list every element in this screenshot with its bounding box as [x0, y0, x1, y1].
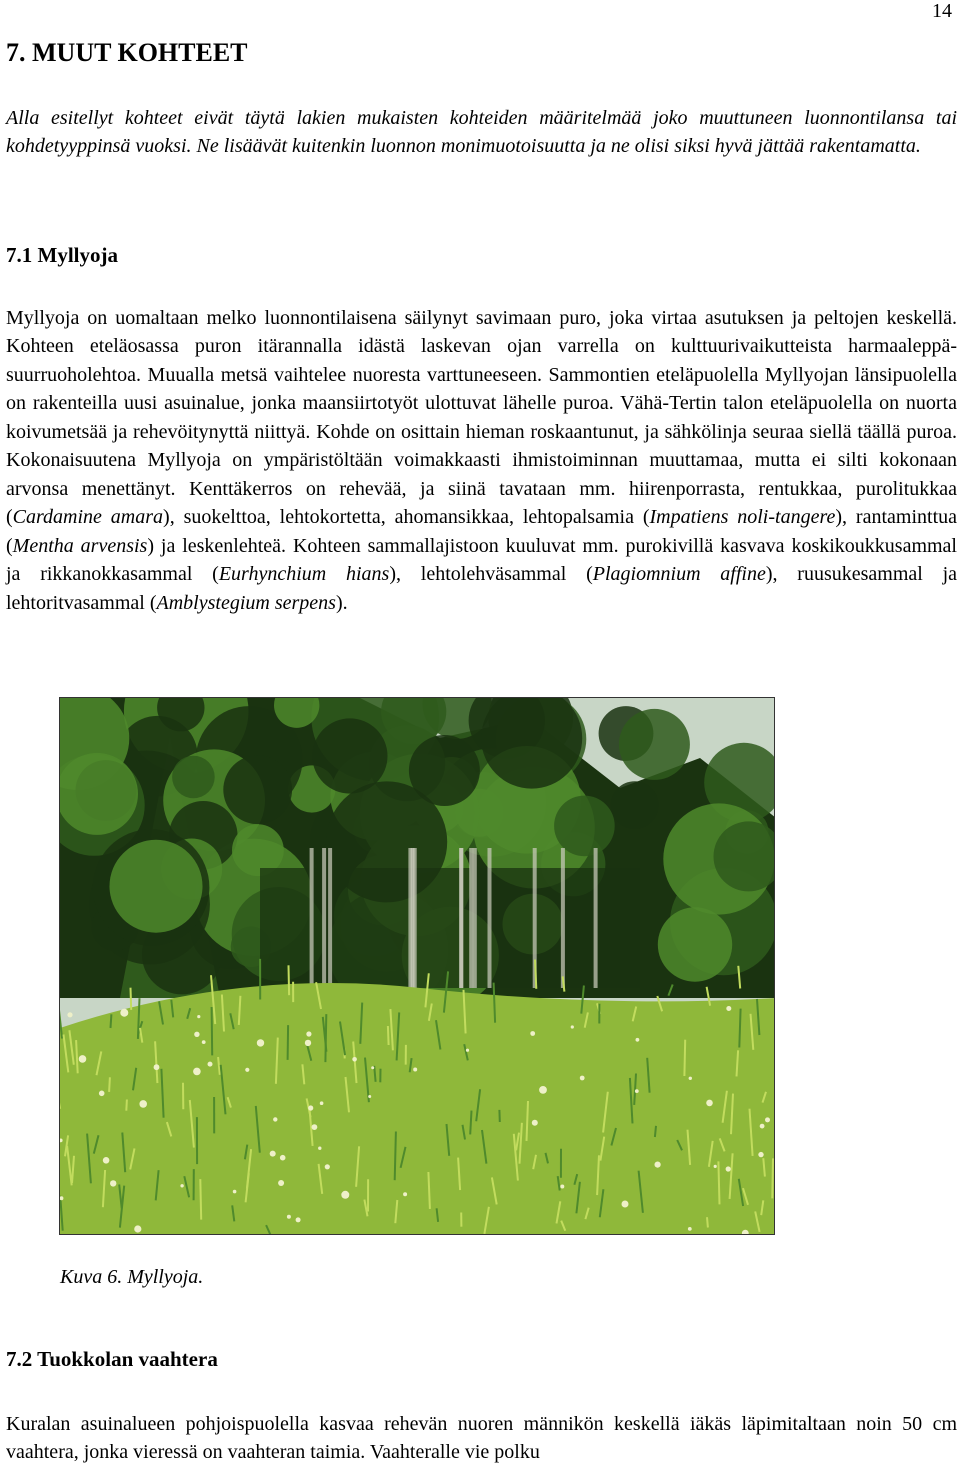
meadow-flower: [197, 1015, 200, 1018]
meadow-flower: [726, 1006, 731, 1011]
body-text-run: ) ja leskenlehteä. Kohteen sammallajistoon kuuluvat mm. purokivillä kasvava koskikoukkusammal ja rikkanokkasammal (: [6, 535, 957, 585]
birch-trunk: [322, 848, 326, 988]
section-body-vaahtera: Kuralan asuinalueen pohjoispuolella kasvaa rehevän nuoren männikön keskellä iäkäs läpimitaltaan noin 50 cm vaahtera, jonka vieressä on vaahteran taimia. Vaahteralle vie polku: [6, 1410, 957, 1467]
meadow-flower: [758, 1152, 763, 1157]
meadow-flower: [368, 1095, 371, 1098]
body-text-run: ).: [336, 592, 348, 614]
meadow-flower: [120, 1009, 128, 1017]
meadow-flower: [79, 1055, 87, 1063]
grass-stem: [395, 1132, 396, 1181]
tree-canopy: [611, 781, 659, 829]
meadow-flower: [233, 1190, 237, 1194]
meadow-flower: [180, 1184, 183, 1187]
meadow-flower: [341, 1191, 349, 1199]
grass-stem: [374, 1066, 375, 1082]
meadow-flower: [67, 1012, 72, 1017]
meadow-flower: [202, 1040, 206, 1044]
birch-trunk: [310, 848, 314, 988]
meadow-flower: [110, 1180, 116, 1186]
body-text-run: ), ruusukesammal ja lehtoritvasammal (: [6, 563, 957, 613]
body-text-run: ), suokelttoa, lehtokortetta, ahomansikkaa, lehtopalsamia (: [163, 506, 649, 528]
meadow-flower: [726, 1166, 731, 1171]
chapter-heading: 7. MUUT KOHTEET: [6, 38, 248, 68]
tree-canopy: [312, 718, 387, 793]
birch-trunk: [488, 848, 492, 988]
section-body-myllyoja: [6, 304, 957, 617]
meadow-flower: [134, 1225, 141, 1232]
meadow-flower: [273, 1117, 277, 1121]
meadow-flower: [270, 1151, 276, 1157]
meadow-flower: [305, 1040, 311, 1046]
meadow-flower: [99, 1091, 105, 1097]
birch-trunk: [469, 848, 473, 988]
grass-stem: [288, 1025, 289, 1060]
meadow-flower: [539, 1086, 547, 1094]
page-number: 14: [932, 0, 952, 23]
species-name: Cardamine amara: [13, 506, 163, 528]
tree-canopy: [110, 840, 203, 933]
tree-canopy: [409, 735, 480, 806]
body-text-run: ), lehtolehväsammal (: [389, 563, 592, 585]
meadow-flower: [560, 1185, 564, 1189]
meadow-flower: [635, 1089, 639, 1093]
grass-stem: [109, 1077, 110, 1092]
meadow-flower: [318, 1147, 321, 1150]
meadow-flower: [257, 1039, 264, 1046]
meadow-flower: [760, 1124, 765, 1129]
grass-stem: [200, 1179, 201, 1220]
meadow-flower: [706, 1100, 713, 1107]
species-name: Amblystegium serpens: [157, 592, 336, 614]
meadow-flower: [308, 1105, 313, 1110]
tree-canopy: [619, 709, 690, 780]
section-heading-vaahtera: 7.2 Tuokkolan vaahtera: [6, 1347, 218, 1372]
grass-stem: [470, 1111, 471, 1135]
grass-stem: [707, 1217, 708, 1227]
meadow-flower: [139, 1100, 147, 1108]
species-name: Impatiens noli-tangere: [650, 506, 836, 528]
meadow-flower: [655, 1162, 661, 1168]
meadow-flower: [466, 1049, 469, 1052]
grass-stem: [655, 1126, 656, 1137]
meadow-flower: [532, 1120, 538, 1126]
intro-paragraph: Alla esitellyt kohteet eivät täytä lakien mukaisten kohteiden määritelmää joko muuttuneen luonnontilansa tai kohdetyyppinsä vuoksi. Ne lisäävät kuitenkin luonnon monimuotoisuutta ja ne olisi siksi hyvä jättää rakentamatta.: [6, 104, 957, 161]
meadow-flower: [193, 1068, 201, 1076]
meadow-flower: [325, 1164, 330, 1169]
meadow-flower: [320, 1101, 324, 1105]
birch-trunk: [459, 848, 463, 988]
tree-canopy: [658, 907, 732, 981]
birch-trunk: [473, 848, 477, 988]
photo-myllyoja: [59, 697, 775, 1235]
species-name: Plagiomnium affine: [593, 563, 766, 585]
meadow-flower: [688, 1227, 692, 1231]
grass-stem: [289, 965, 290, 995]
grass-stem: [388, 1026, 389, 1045]
meadow-flower: [312, 1124, 318, 1130]
meadow-flower: [714, 1165, 717, 1168]
meadow-flower: [154, 1064, 160, 1070]
grass-stem: [739, 1009, 740, 1048]
meadow-flower: [194, 1032, 199, 1037]
meadow-flower: [403, 1192, 407, 1196]
body-text-run: ), rantaminttua (: [6, 506, 957, 556]
body-text-run: Myllyoja on uomaltaan melko luonnontilaisena säilynyt savimaan puro, joka virtaa asutuksen ja peltojen keskellä. Kohteen eteläosassa puron itärannalla idästä laskevan ojan varrella on kulttuurivaikutteista harmaaleppä-suurruoholehtoa. Muualla metsä vaihtelee nuoresta varttuneeseen. Sammontien eteläpuolella Myllyojan länsipuolella on rakenteilla uusi asuinalue, jonka maansiirtotyöt ulottuvat lähelle puroa. Vähä-Tertin talon eteläpuolella on nuorta koivumetsää ja rehevöitynyttä niittyä. Kohde on osittain hieman roskaantunut, ja sähkölinja seuraa siellä täällä puroa. Kokonaisuutena Myllyoja on ympäristöltään voimakkaasti ihmistoiminnan muuttamaa, mutta ei silti kokonaan arvonsa menettänyt. Kenttäkerros on rehevää, ja siinä tavataan mm. hiirenporrasta, rentukkaa, purolitukkaa (: [6, 307, 957, 528]
grass-stem: [131, 988, 132, 1010]
meadow-flower: [245, 1068, 249, 1072]
meadow-flower: [278, 1180, 284, 1186]
meadow-flower: [689, 1077, 692, 1080]
meadow-flower: [287, 1215, 291, 1219]
figure-caption: Kuva 6. Myllyoja.: [60, 1266, 203, 1289]
meadow-flower: [306, 1031, 311, 1036]
meadow-flower: [103, 1157, 110, 1164]
section-heading-myllyoja: 7.1 Myllyoja: [6, 243, 118, 268]
meadow-flower: [352, 1057, 357, 1062]
forest-shade: [260, 868, 640, 988]
meadow-flower: [296, 1217, 301, 1222]
grass-stem: [212, 1007, 213, 1055]
tree-canopy: [554, 796, 615, 857]
meadow-flower: [622, 1201, 629, 1208]
tree-canopy: [223, 755, 292, 824]
meadow-flower: [571, 1025, 574, 1028]
species-name: Eurhynchium hians: [219, 563, 390, 585]
grass-stem: [535, 960, 536, 989]
tree-canopy: [172, 756, 215, 799]
meadow-flower: [636, 1038, 640, 1042]
meadow-flower: [765, 1117, 770, 1122]
meadow-flower: [280, 1155, 286, 1161]
meadow-flower: [530, 1031, 535, 1036]
birch-trunk: [408, 848, 412, 988]
birch-trunk: [328, 848, 332, 988]
birch-trunk: [561, 848, 565, 988]
species-name: Mentha arvensis: [13, 535, 148, 557]
meadow-flower: [208, 1062, 213, 1067]
birch-trunk: [594, 848, 598, 988]
meadow-flower: [371, 1066, 374, 1069]
meadow-forest-photo: [60, 698, 775, 1235]
grass-stem: [111, 1014, 112, 1028]
meadow-flower: [580, 1076, 585, 1081]
meadow-flower: [413, 1068, 417, 1072]
grass-stem: [684, 1040, 685, 1076]
meadow: [60, 983, 775, 1235]
grass-stem: [126, 1100, 127, 1111]
grass-stem: [772, 1158, 773, 1198]
grass-stem: [718, 1161, 719, 1204]
